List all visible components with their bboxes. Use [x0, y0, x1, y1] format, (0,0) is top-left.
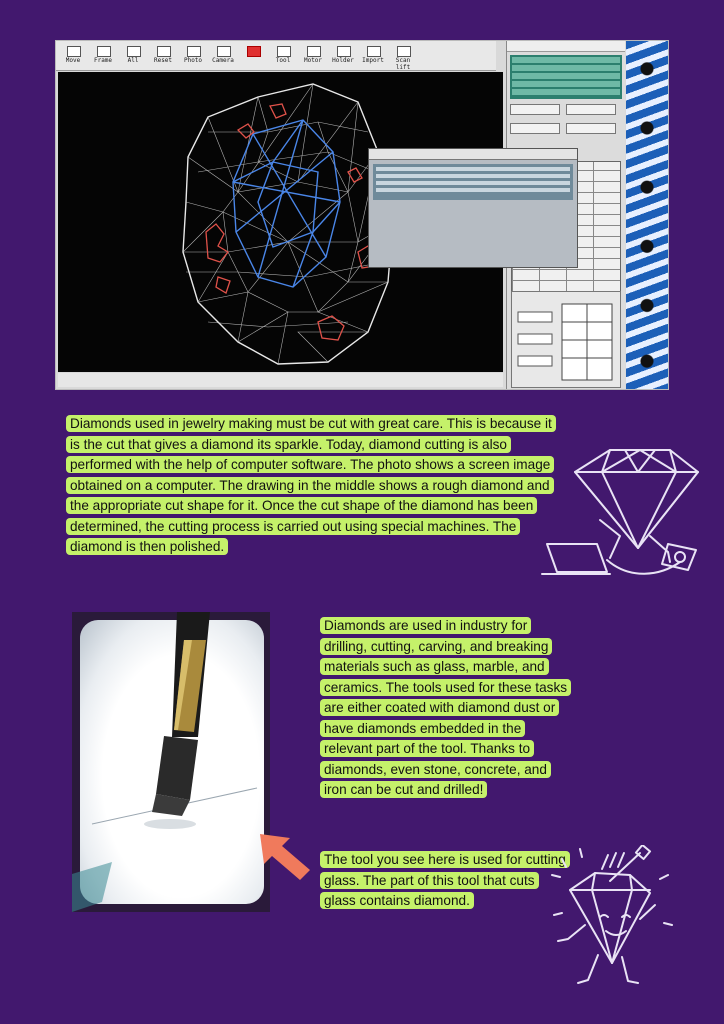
software-dialog-title [369, 149, 577, 160]
software-panel-title [507, 41, 625, 52]
software-tool: Import [360, 45, 386, 70]
software-toolbar [56, 41, 496, 71]
software-tool: Photo [180, 45, 206, 70]
software-tool [240, 45, 266, 70]
software-button [566, 123, 616, 134]
software-dialog [368, 148, 578, 268]
software-tool: Reset [150, 45, 176, 70]
industry-text: Diamonds are used in industry for drilling, cutting, carving, and breaking materials such as glass, marble, and ceramics. The tools used for these tasks are either coated with diamond dust or have diamonds embedded in the relevant part of the tool. Thanks to diamonds, even stone, concrete, and iron can be cut and drilled! [320, 617, 571, 798]
software-button [566, 104, 616, 115]
software-button [510, 104, 560, 115]
software-tool: Tool [270, 45, 296, 70]
software-button [510, 123, 560, 134]
software-tool: Move [60, 45, 86, 70]
arrow-icon [254, 826, 314, 886]
diamond-laptop-icon [540, 440, 710, 590]
software-tool: Holder [330, 45, 356, 70]
glass-cutter-photo [72, 612, 270, 912]
diamond-character-icon [540, 845, 690, 995]
glass-cutter-text: The tool you see here is used for cutting glass. The part of this tool that cuts glass contains diamond. [320, 851, 570, 909]
jewelry-cutting-paragraph [66, 414, 556, 558]
software-status-bar [58, 373, 503, 387]
software-list [510, 55, 622, 99]
jewelry-cutting-text: Diamonds used in jewelry making must be cut with great care. This is because it is the cut that gives a diamond its sparkle. Today, diamond cutting is also performed with the help of computer software. The photo shows a screen image obtained on a computer. The drawing in the middle shows a rough diamond and the appropriate cut shape for it. Once the cut shape of the diamond has been determined, the cutting process is carried out using special machines. The diamond is then polished. [66, 415, 556, 555]
glass-cutter-paragraph [320, 850, 570, 912]
software-tool: Motor [300, 45, 326, 70]
software-lower-panel [511, 291, 621, 388]
diamond-software-photo [55, 40, 669, 390]
industry-paragraph [320, 616, 570, 801]
software-tool: Camera [210, 45, 236, 70]
software-blue-strip [626, 41, 668, 389]
software-tool: Scan lift [390, 45, 416, 70]
software-dialog-body [373, 164, 573, 200]
software-tool: Frame [90, 45, 116, 70]
software-tool: All [120, 45, 146, 70]
